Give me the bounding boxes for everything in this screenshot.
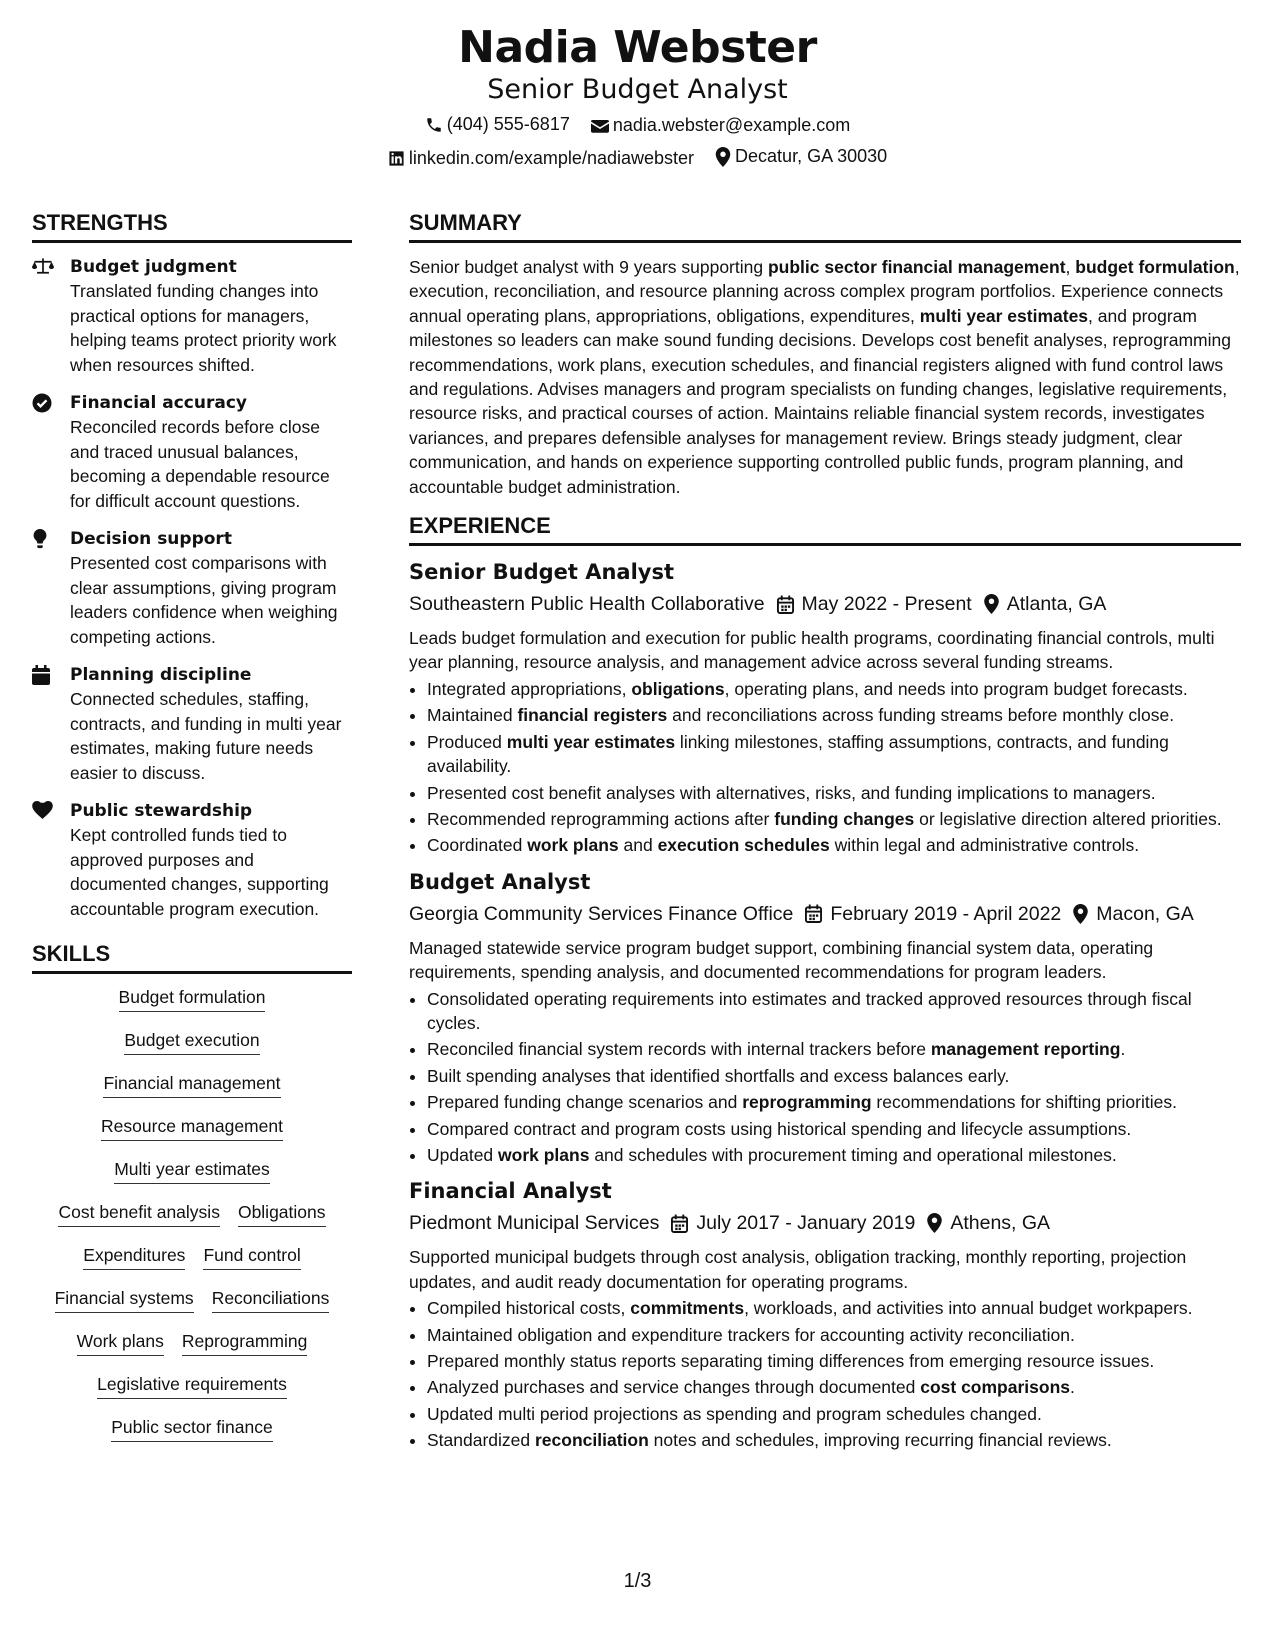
strength-item bbox=[32, 799, 352, 921]
location-text: Decatur, GA 30030 bbox=[735, 146, 888, 166]
phone-number: (404) 555-6817 bbox=[446, 114, 570, 134]
job-bullet: • Reconciled financial system records with internal trackers before management reporting. bbox=[427, 1037, 1241, 1061]
phone-contact[interactable] bbox=[425, 114, 570, 135]
strength-title: Financial accuracy bbox=[70, 393, 247, 413]
job-bullets bbox=[409, 987, 1241, 1168]
bold-keyword: work plans bbox=[498, 1144, 590, 1165]
job-title: Financial Analyst bbox=[409, 1179, 612, 1204]
skill-tag: Reprogramming bbox=[182, 1330, 307, 1356]
job-bullet: • Produced multi year estimates linking milestones, staffing assumptions, contracts, and funding availability. bbox=[427, 730, 1241, 779]
skill-tag: Financial systems bbox=[55, 1287, 194, 1313]
job-company: Southeastern Public Health Collaborative bbox=[409, 593, 765, 616]
job-bullet: • Standardized reconciliation notes and schedules, improving recurring financial reviews. bbox=[427, 1428, 1241, 1452]
skill-tag: Budget formulation bbox=[119, 986, 266, 1012]
strength-title: Budget judgment bbox=[70, 257, 237, 277]
bold-keyword: financial registers bbox=[517, 705, 668, 726]
bold-keyword: work plans bbox=[527, 835, 619, 856]
skill-row bbox=[36, 1416, 348, 1442]
job-bullet: • Recommended reprogramming actions after funding changes or legislative direction altered priorities. bbox=[427, 807, 1241, 831]
strength-item bbox=[32, 527, 352, 649]
strength-desc: Translated funding changes into practical options for managers, helping teams protect priority work when resources shifted. bbox=[70, 281, 337, 375]
job-bullet: • Compared contract and program costs using historical spending and lifecycle assumptions. bbox=[427, 1117, 1241, 1141]
job-bullet: • Updated work plans and schedules with procurement timing and operational milestones. bbox=[427, 1143, 1241, 1167]
job-description: Supported municipal budgets through cost analysis, obligation tracking, monthly reporting, projection updates, and audit ready documentation for operating programs. bbox=[409, 1247, 1187, 1292]
job-bullet: • Prepared funding change scenarios and reprogramming recommendations for shifting priorities. bbox=[427, 1090, 1241, 1114]
job-description: Managed statewide service program budget support, combining financial system data, operating requirements, spending analysis, and documented recommendations for program leaders. bbox=[409, 937, 1154, 983]
job-meta bbox=[409, 590, 1241, 618]
job-description: Leads budget formulation and execution for public health programs, coordinating financial controls, multi year planning, resource analysis, and management advice across several funding streams. bbox=[409, 628, 1215, 673]
bold-keyword: funding changes bbox=[774, 808, 915, 829]
job-company: Georgia Community Services Finance Office bbox=[409, 902, 794, 925]
skill-tag: Multi year estimates bbox=[114, 1158, 270, 1184]
strength-item bbox=[32, 663, 352, 785]
email-contact[interactable] bbox=[591, 115, 850, 136]
strength-title: Decision support bbox=[70, 529, 232, 549]
skill-row bbox=[36, 1201, 348, 1227]
map-pin-icon bbox=[1073, 904, 1088, 924]
bold-keyword: cost comparisons bbox=[920, 1377, 1071, 1398]
skill-row bbox=[36, 986, 348, 1012]
skill-row bbox=[36, 1287, 348, 1313]
job-bullets bbox=[409, 677, 1241, 858]
phone-icon bbox=[425, 116, 443, 134]
strength-title: Planning discipline bbox=[70, 665, 252, 685]
strength-desc: Reconciled records before close and traced unusual balances, becoming a dependable resource for difficult account questions. bbox=[70, 417, 330, 511]
job-entry bbox=[409, 868, 1241, 1168]
strength-desc: Connected schedules, staffing, contracts, and funding in multi year estimates, making future needs easier to discuss. bbox=[70, 689, 342, 783]
skill-tag: Fund control bbox=[203, 1244, 300, 1270]
skill-tag: Financial management bbox=[103, 1072, 280, 1098]
calendar-icon bbox=[32, 665, 50, 685]
skill-row bbox=[36, 1330, 348, 1356]
right-column bbox=[409, 210, 1241, 1463]
job-meta bbox=[409, 900, 1241, 928]
experience-list bbox=[409, 558, 1241, 1453]
job-title: Budget Analyst bbox=[409, 869, 591, 894]
strength-desc: Kept controlled funds tied to approved purposes and documented changes, supporting accountable program execution. bbox=[70, 825, 329, 919]
skill-row bbox=[36, 1244, 348, 1270]
job-location: Macon, GA bbox=[1073, 900, 1194, 928]
job-bullet: • Integrated appropriations, obligations, operating plans, and needs into program budget forecasts. bbox=[427, 677, 1241, 701]
skill-tag: Work plans bbox=[77, 1330, 164, 1356]
bold-keyword: reprogramming bbox=[742, 1092, 872, 1113]
skill-tag: Cost benefit analysis bbox=[58, 1201, 219, 1227]
job-bullet: • Maintained financial registers and reconciliations across funding streams before monthly close. bbox=[427, 703, 1241, 727]
job-bullet: • Presented cost benefit analyses with alternatives, risks, and funding implications to managers. bbox=[427, 781, 1241, 805]
job-bullets bbox=[409, 1296, 1241, 1452]
calendar-icon bbox=[805, 904, 822, 923]
job-bullet: • Prepared monthly status reports separating timing differences from emerging resource issues. bbox=[427, 1349, 1241, 1373]
job-location: Athens, GA bbox=[927, 1209, 1050, 1237]
envelope-icon bbox=[591, 118, 609, 134]
location-contact bbox=[715, 146, 887, 167]
map-pin-icon bbox=[715, 147, 731, 167]
bold-keyword: public sector financial management bbox=[767, 257, 1066, 277]
calendar-icon bbox=[777, 595, 794, 614]
skill-row bbox=[36, 1029, 348, 1055]
skill-tag: Public sector finance bbox=[111, 1416, 272, 1442]
skill-tag: Expenditures bbox=[83, 1244, 185, 1270]
linkedin-contact[interactable] bbox=[388, 148, 694, 169]
skill-tag: Obligations bbox=[238, 1201, 326, 1227]
map-pin-icon bbox=[984, 594, 999, 614]
candidate-title: Senior Budget Analyst bbox=[487, 74, 788, 105]
check-circle-icon bbox=[32, 393, 52, 413]
lightbulb-icon bbox=[32, 529, 48, 549]
experience-heading: EXPERIENCE bbox=[409, 513, 1241, 546]
bold-keyword: budget formulation bbox=[1075, 257, 1235, 277]
strengths-heading: STRENGTHS bbox=[32, 210, 352, 243]
job-dates: July 2017 - January 2019 bbox=[671, 1209, 915, 1237]
email-address: nadia.webster@example.com bbox=[612, 115, 851, 135]
summary-text: Senior budget analyst with 9 years supporting public sector financial management, budget formulation, execution, reconciliation, and resource planning across complex program portfolios. Experience connects annual operating plans, appropriations, obligations, expenditures, multi year estimates, and program milestones so leaders can make sound funding decisions. Develops cost benefit analyses, reprogramming recommendations, work plans, execution schedules, and financial registers aligned with fund control laws and regulations. Advises managers and program specialists on funding changes, legislative requirements, resource risks, and practical courses of action. Maintains reliable financial system records, investigates variances, and prepares defensible analyses for management review. Brings steady judgment, clear communication, and hands on experience supporting controlled public funds, program planning, and accountable budget administration. bbox=[409, 257, 1240, 497]
candidate-name: Nadia Webster bbox=[458, 22, 817, 73]
skill-tag: Resource management bbox=[101, 1115, 283, 1141]
skill-tag: Reconciliations bbox=[212, 1287, 330, 1313]
skills-list bbox=[32, 986, 352, 1442]
job-bullet: • Compiled historical costs, commitments, workloads, and activities into annual budget workpapers. bbox=[427, 1296, 1241, 1320]
job-meta bbox=[409, 1209, 1241, 1237]
bold-keyword: multi year estimates bbox=[506, 731, 676, 752]
skill-tag: Budget execution bbox=[124, 1029, 259, 1055]
job-bullet: • Coordinated work plans and execution schedules within legal and administrative controls. bbox=[427, 833, 1241, 857]
job-bullet: • Consolidated operating requirements into estimates and tracked approved resources through fiscal cycles. bbox=[427, 987, 1241, 1036]
skill-row bbox=[36, 1158, 348, 1184]
bold-keyword: reconciliation bbox=[535, 1430, 649, 1451]
bold-keyword: management reporting bbox=[930, 1039, 1121, 1060]
job-entry bbox=[409, 1177, 1241, 1452]
job-dates: February 2019 - April 2022 bbox=[805, 900, 1061, 928]
skill-row bbox=[36, 1072, 348, 1098]
job-bullet: • Maintained obligation and expenditure trackers for accounting activity reconciliation. bbox=[427, 1323, 1241, 1347]
job-bullet: • Updated multi period projections as spending and program schedules changed. bbox=[427, 1402, 1241, 1426]
contact-row-secondary bbox=[0, 146, 1275, 172]
page-number: 1/3 bbox=[623, 1570, 652, 1592]
heart-icon bbox=[32, 801, 53, 819]
skills-heading: SKILLS bbox=[32, 941, 352, 974]
bold-keyword: obligations bbox=[631, 678, 725, 699]
contact-row-primary bbox=[0, 114, 1275, 139]
job-bullet: • Built spending analyses that identified shortfalls and excess balances early. bbox=[427, 1064, 1241, 1088]
job-dates: May 2022 - Present bbox=[777, 590, 972, 618]
skill-row bbox=[36, 1373, 348, 1399]
skill-tag: Legislative requirements bbox=[97, 1373, 287, 1399]
map-pin-icon bbox=[927, 1213, 942, 1233]
job-bullet: • Analyzed purchases and service changes through documented cost comparisons. bbox=[427, 1375, 1241, 1399]
strength-item bbox=[32, 255, 352, 377]
job-location: Atlanta, GA bbox=[984, 590, 1107, 618]
linkedin-url: linkedin.com/example/nadiawebster bbox=[408, 147, 695, 168]
strength-desc: Presented cost comparisons with clear assumptions, giving program leaders confidence when weighing competing actions. bbox=[70, 553, 338, 647]
left-column bbox=[32, 210, 352, 1459]
job-title: Senior Budget Analyst bbox=[409, 560, 675, 585]
bold-keyword: commitments bbox=[630, 1298, 745, 1319]
linkedin-icon bbox=[388, 150, 405, 167]
skill-row bbox=[36, 1115, 348, 1141]
job-company: Piedmont Municipal Services bbox=[409, 1212, 660, 1235]
bold-keyword: multi year estimates bbox=[919, 305, 1089, 326]
job-entry bbox=[409, 558, 1241, 858]
scale-icon bbox=[32, 257, 54, 275]
strength-title: Public stewardship bbox=[70, 801, 253, 821]
calendar-icon bbox=[671, 1214, 688, 1233]
summary-heading: SUMMARY bbox=[409, 210, 1241, 243]
strength-item bbox=[32, 391, 352, 513]
bold-keyword: execution schedules bbox=[657, 835, 830, 856]
